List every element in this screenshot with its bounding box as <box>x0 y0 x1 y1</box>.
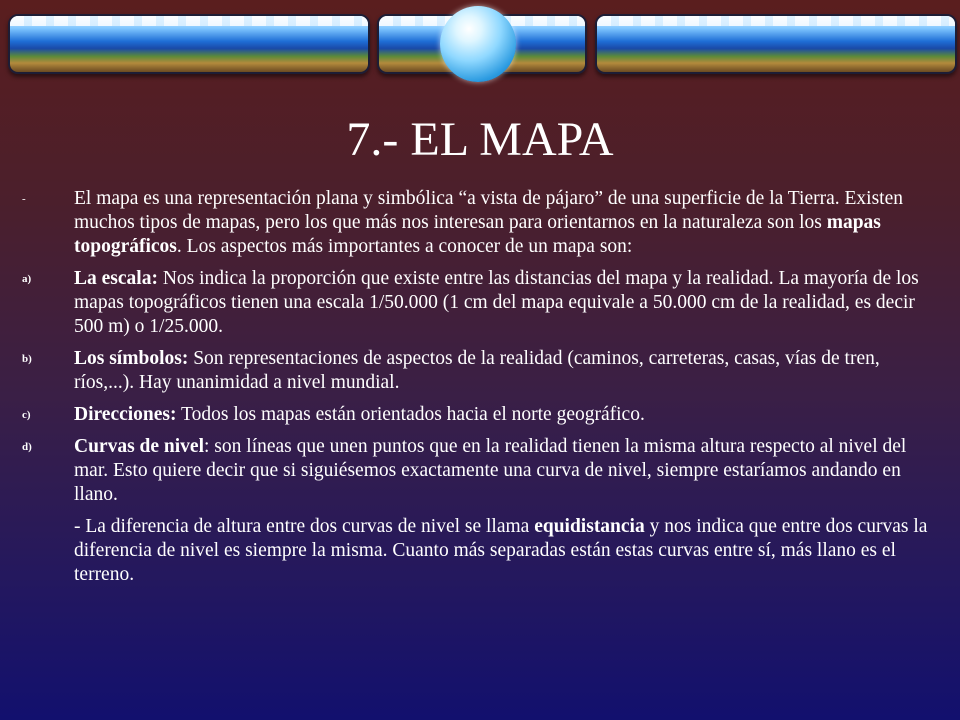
paragraph-curvas <box>22 435 942 507</box>
text-segment: . Los aspectos más importantes a conocer de un mapa son: <box>176 236 633 257</box>
text-segment-bold: Los símbolos: <box>74 348 189 369</box>
landscape-banner-left <box>8 14 370 74</box>
paragraph-intro <box>22 187 942 259</box>
paragraph-direcciones <box>22 403 942 427</box>
text-segment-bold: equidistancia <box>534 516 645 537</box>
landscape-banner-right <box>595 14 957 74</box>
text-segment: Todos los mapas están orientados hacia el norte geográfico. <box>176 404 645 425</box>
text-segment: Nos indica la proporción que existe entre las distancias del mapa y la realidad. La mayoría de los mapas topográficos tienen una escala 1/50.000 (1 cm del mapa equivale a 50.000 cm de la realidad, es decir 500 m) o 1/25.000. <box>74 268 919 337</box>
list-marker: b) <box>22 353 32 365</box>
text-segment-bold: Curvas de nivel <box>74 436 205 457</box>
text-segment-bold: mapas topográficos <box>74 212 881 257</box>
text-segment-bold: La escala: <box>74 268 158 289</box>
text-segment: : son líneas que unen puntos que en la realidad tienen la misma altura respecto al nivel del mar. Esto quiere decir que si siguiésemos exactamente una curva de nivel, siempre estaríamos andando en llano. <box>74 436 907 505</box>
text-segment: Son representaciones de aspectos de la realidad (caminos, carreteras, casas, vías de tren, ríos,...). Hay unanimidad a nivel mundial. <box>74 348 880 393</box>
bullet-marker: - <box>22 193 26 205</box>
paragraph-simbolos <box>22 347 942 395</box>
list-marker: c) <box>22 409 31 421</box>
text-segment: El mapa es una representación plana y simbólica “a vista de pájaro” de una superficie de la Tierra. Existen muchos tipos de mapas, pero los que más nos interesan para orientarnos en la naturaleza son los <box>74 188 903 233</box>
slide-body <box>22 187 942 595</box>
paragraph-escala <box>22 267 942 339</box>
list-marker: a) <box>22 273 32 285</box>
text-segment: y nos indica que entre dos curvas la diferencia de nivel es siempre la misma. Cuanto más separadas están estas curvas entre sí, más llano es el terreno. <box>74 516 928 585</box>
text-segment-bold: Direcciones: <box>74 404 177 425</box>
paragraph-equidistancia <box>22 515 942 587</box>
slide-title: 7.- EL MAPA <box>346 113 614 166</box>
text-segment: - La diferencia de altura entre dos curvas de nivel se llama <box>74 516 535 537</box>
list-marker: d) <box>22 441 32 453</box>
globe-icon <box>440 6 516 82</box>
